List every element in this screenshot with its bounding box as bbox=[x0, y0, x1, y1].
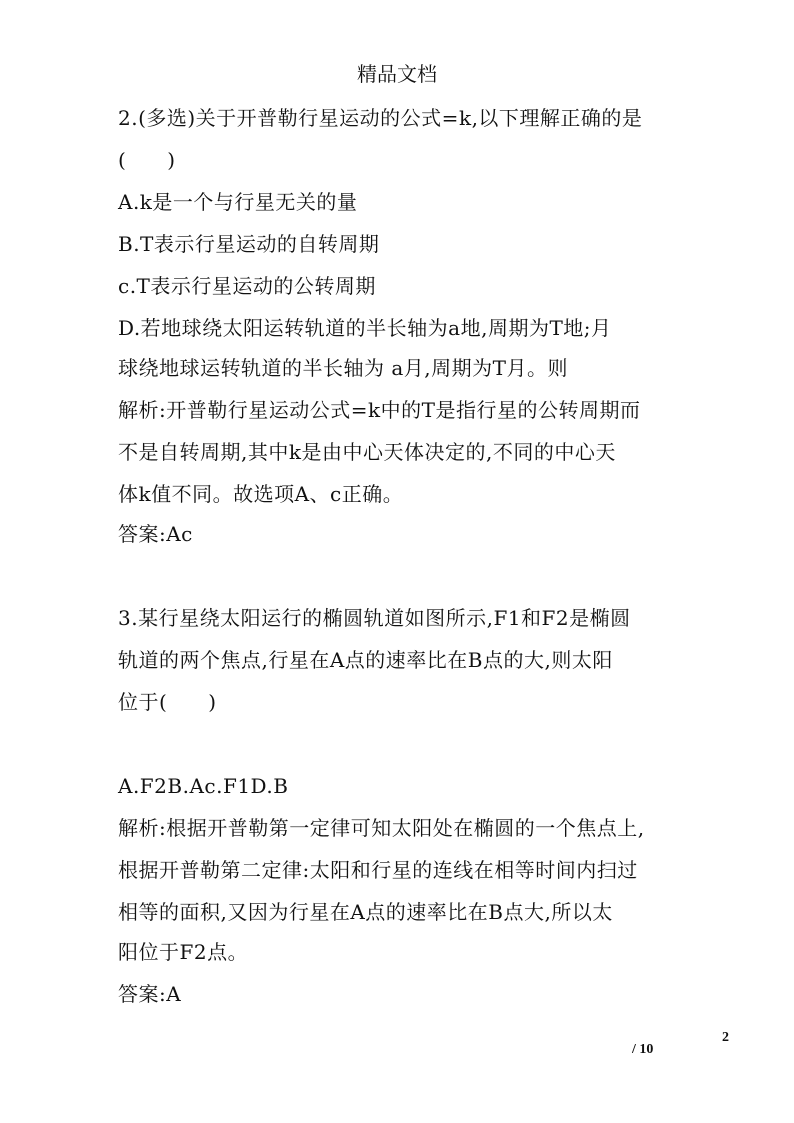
question-3-analysis-cont: 阳位于F2点。 bbox=[118, 940, 249, 964]
question-2-option-a: A.k是一个与行星无关的量 bbox=[118, 190, 358, 214]
question-3-options: A.F2B.Ac.F1D.B bbox=[118, 774, 289, 798]
question-2-analysis: 解析:开普勒行星运动公式=k中的T是指行星的公转周期而 bbox=[118, 398, 641, 422]
question-2-stem: 2.(多选)关于开普勒行星运动的公式=k,以下理解正确的是 bbox=[118, 106, 643, 130]
question-3-analysis-cont: 根据开普勒第二定律:太阳和行星的连线在相等时间内扫过 bbox=[118, 858, 638, 882]
question-2-analysis-cont: 不是自转周期,其中k是由中心天体决定的,不同的中心天 bbox=[118, 440, 616, 464]
question-2-option-b: B.T表示行星运动的自转周期 bbox=[118, 232, 380, 256]
question-2-answer: 答案:Ac bbox=[118, 522, 193, 546]
question-2-option-d: D.若地球绕太阳运转轨道的半长轴为a地,周期为T地;月 bbox=[118, 316, 612, 340]
question-3-stem: 3.某行星绕太阳运行的椭圆轨道如图所示,F1和F2是椭圆 bbox=[118, 606, 631, 630]
question-3-stem-cont: 位于( ) bbox=[118, 690, 217, 714]
question-2-analysis-cont: 体k值不同。故选项A、c正确。 bbox=[118, 482, 404, 506]
question-2-option-d-cont: 球绕地球运转轨道的半长轴为 a月,周期为T月。则 bbox=[118, 356, 568, 380]
page-header: 精品文档 bbox=[357, 62, 437, 86]
page-number: 2 bbox=[722, 1030, 729, 1045]
page-total: / 10 bbox=[632, 1042, 654, 1057]
question-2-blank: ( ) bbox=[118, 148, 176, 172]
question-3-analysis-cont: 相等的面积,又因为行星在A点的速率比在B点大,所以太 bbox=[118, 900, 613, 924]
question-3-stem-cont: 轨道的两个焦点,行星在A点的速率比在B点的大,则太阳 bbox=[118, 648, 613, 672]
question-3-analysis: 解析:根据开普勒第一定律可知太阳处在椭圆的一个焦点上, bbox=[118, 816, 645, 840]
question-2-option-c: c.T表示行星运动的公转周期 bbox=[118, 274, 376, 298]
question-3-answer: 答案:A bbox=[118, 982, 182, 1006]
